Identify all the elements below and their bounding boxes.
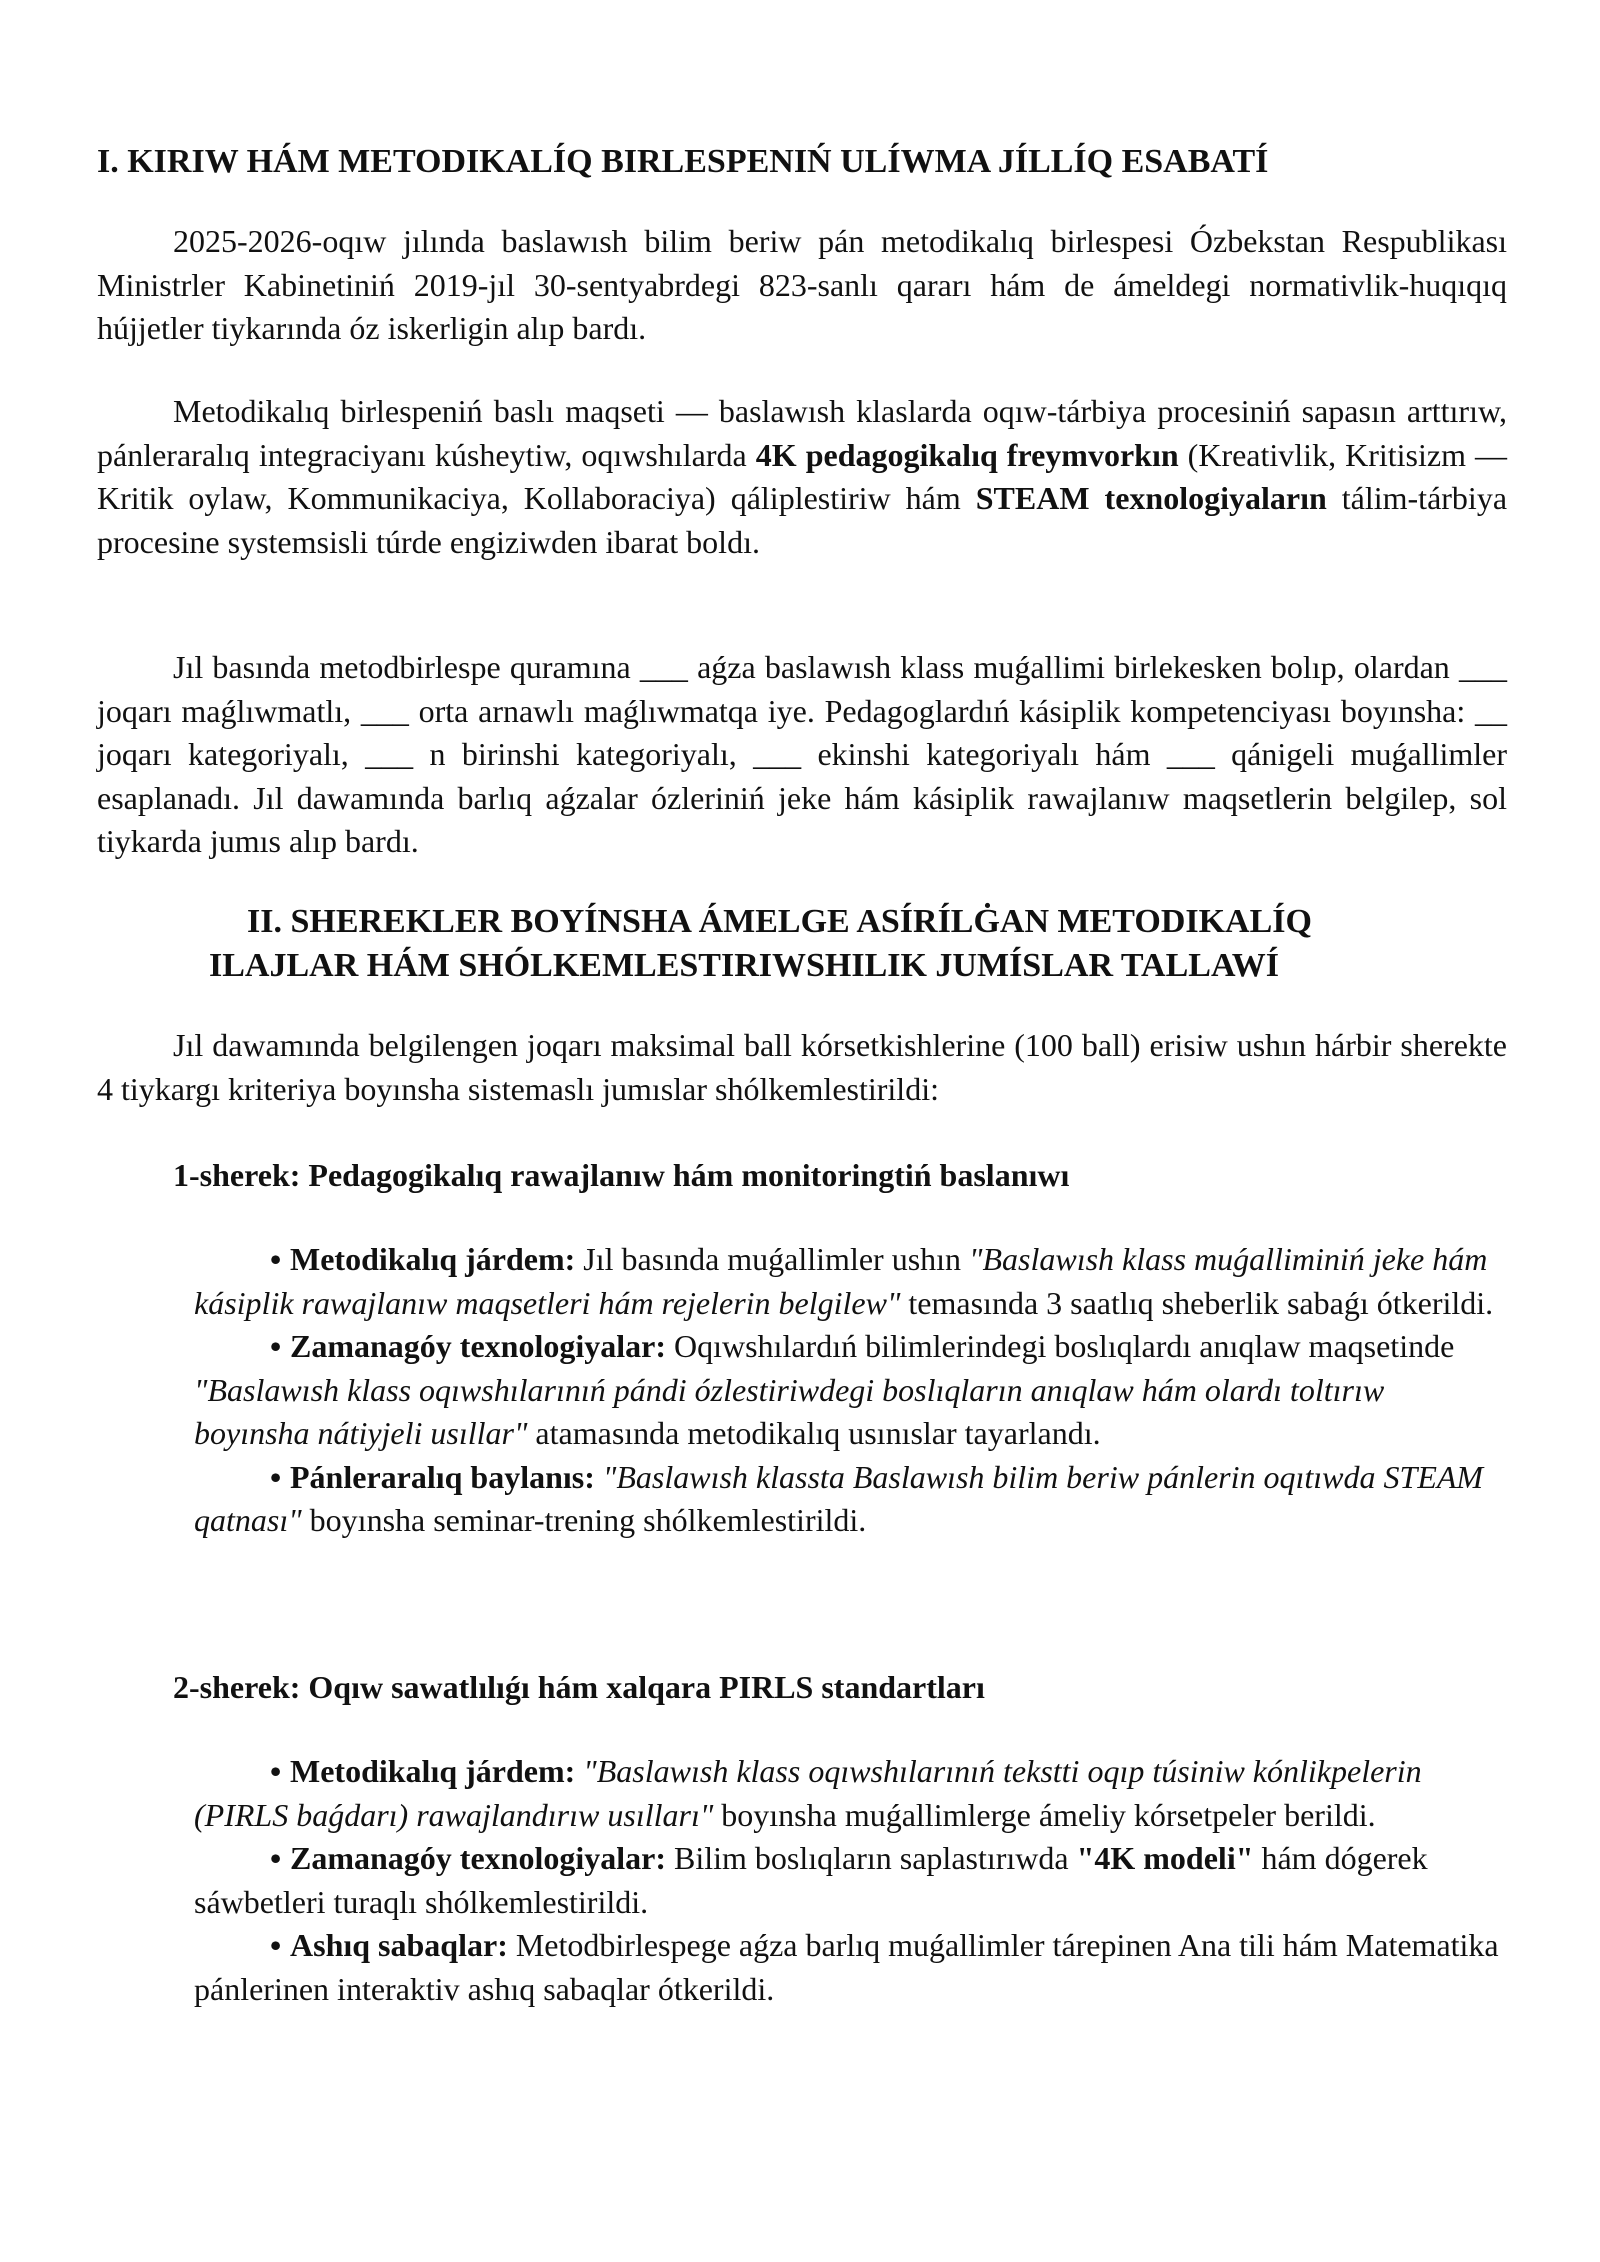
goal-text-e: tálim-tárbiya procesine systemsisli túrde engiziwden ibarat boldı.	[97, 480, 1508, 560]
paragraph-section-2-intro: Jıl dawamında belgilengen joqarı maksimal ball kórsetkishlerine (100 ball) erisiw ushın hárbir sherekte 4 tiykargı kriteriya boyınsha sistemaslı jumıslar shólkemlestirildi:	[97, 1027, 1507, 1107]
bullet-icon: •	[270, 1328, 282, 1364]
paragraph-staff: Jıl basında metodbirlespe quramına ___ aǵza baslawısh klass muǵallimi birlekesken bolıp, olardan ___ joqarı maǵlıwmatlı, ___ orta arnawlı maǵlıwmatqa iye. Pedagoglardıń kásiplik kompetenciyası boyınsha: __ joqarı kategoriyalı, ___ n birinshi kategoriyalı, ___ ekinshi kategoriyalı hám ___ qánigeli muǵallimler esaplanadı. Jıl dawamında barlıq aǵzalar ózleriniń jeke hám kásiplik rawajlanıw maqsetlerin belgilep, sol tiykarda jumıs alıp bardı.	[97, 649, 1507, 859]
list-item-text: Metodbirlespege aǵza barlıq muǵallimler tárepinen Ana tili hám Matematika pánlerinen interaktiv ashıq sabaqlar ótkerildi.	[194, 1927, 1499, 2007]
bullet-icon: •	[270, 1840, 282, 1876]
goal-bold-4k: 4K pedagogikalıq freymvorkın	[755, 436, 1179, 473]
list-item-text: Jıl basında muǵallimler ushın	[575, 1241, 970, 1277]
list-item-text: Bilim boslıqların saplastırıwda	[665, 1840, 1077, 1876]
section-2-heading-line-1: II. SHEREKLER BOYÍNSHA ÁMELGE ASÍRÍLĠAN METODIKALÍQ	[247, 903, 1312, 940]
goal-text-a: Metodikalıq birlespeniń baslı maqseti — baslawısh klaslarda oqıw-tárbiya procesiniń sapasın arttırıw, pánleraralıq integraciyanı kúsheytiw, oqıwshılarda	[97, 393, 1507, 473]
list-item-label: Ashıq sabaqlar:	[290, 1927, 508, 1963]
section-1-heading: I. KIRIW HÁM METODIKALÍQ BIRLESPENIŃ ULÍWMA JÍLLÍQ ESABATÍ	[97, 143, 1269, 180]
quarter-1-heading: 1-sherek: Pedagogikalıq rawajlanıw hám monitoringtiń baslanıwı	[173, 1157, 1070, 1193]
list-item-label: Metodikalıq járdem:	[290, 1241, 576, 1277]
bullet-icon: •	[270, 1927, 282, 1963]
list-item	[194, 1325, 1507, 1456]
list-item-bold: "4K modeli"	[1076, 1840, 1254, 1876]
list-item-text	[595, 1459, 603, 1495]
quarter-1-list	[194, 1238, 1507, 1543]
list-item	[194, 1837, 1507, 1924]
list-item-quote: "Baslawısh klassta Baslawısh bilim beriw pánlerin oqıtıwda STEAM qatnası"	[194, 1458, 1484, 1538]
list-item-text: boyınsha muǵallimlerge ámeliy kórsetpeler berildi.	[713, 1796, 1376, 1833]
list-item-label: Pánleraralıq baylanıs:	[290, 1458, 595, 1495]
bullet-icon: •	[270, 1241, 282, 1277]
section-2-heading	[97, 900, 1507, 988]
paragraph-goal	[97, 390, 1507, 564]
list-item-text: boyınsha seminar-trening shólkemlestirildi.	[301, 1502, 867, 1538]
list-item-quote: "Baslawısh klass oqıwshılarınıń pándi ózlestiriwdegi boslıqların anıqlaw hám olardı toltırıw boyınsha nátiyjeli usıllar"	[194, 1371, 1385, 1451]
goal-text-c: (Kreativlik, Kritisizm — Kritik oylaw, Kommunikaciya, Kollaboraciya) qáliplestiriw hám	[97, 436, 1508, 516]
quarter-2-heading: 2-sherek: Oqıw sawatlılıǵı hám xalqara PIRLS standartları	[173, 1669, 985, 1705]
goal-bold-steam: STEAM texnologiyaların	[975, 480, 1327, 516]
list-item-text: hám dógerek sáwbetleri turaqlı shólkemlestirildi.	[194, 1840, 1428, 1920]
list-item-text: temasında 3 saatlıq sheberlik sabaǵı ótkerildi.	[900, 1284, 1494, 1321]
bullet-icon: •	[270, 1458, 282, 1495]
list-item-label: Zamanagóy texnologiyalar:	[290, 1840, 666, 1876]
list-item-text: Oqıwshılardıń bilimlerindegi boslıqlardı anıqlaw maqsetinde	[665, 1328, 1455, 1364]
list-item	[194, 1750, 1507, 1837]
list-item	[194, 1238, 1507, 1325]
quarter-2-list	[194, 1750, 1507, 2011]
list-item	[194, 1924, 1507, 2011]
section-2-heading-line-2: ILAJLAR HÁM SHÓLKEMLESTIRIWSHILIK JUMÍSLAR TALLAWÍ	[209, 947, 1279, 984]
paragraph-intro: 2025-2026-oqıw jılında baslawısh bilim beriw pán metodikalıq birlespesi Ózbekstan Respublikası Ministrler Kabinetiniń 2019-jıl 30-sentyabrdegi 823-sanlı qararı hám de ámeldegi normativlik-huqıqıq hújjetler tiykarında óz iskerligin alıp bardı.	[97, 223, 1507, 346]
list-item-quote: "Baslawısh klass oqıwshılarınıń tekstti oqıp túsiniw kónlikpelerin (PIRLS baǵdarı) rawajlandırıw usılları"	[194, 1753, 1422, 1833]
list-item-text: atamasında metodikalıq usınıslar tayarlandı.	[527, 1415, 1101, 1451]
list-item	[194, 1456, 1507, 1543]
list-item-label: Zamanagóy texnologiyalar:	[290, 1328, 666, 1364]
list-item-label: Metodikalıq járdem:	[290, 1753, 576, 1789]
bullet-icon: •	[270, 1753, 282, 1789]
list-item-quote: "Baslawısh klass muǵalliminiń jeke hám kásiplik rawajlanıw maqsetleri hám rejelerin belgilew"	[194, 1241, 1488, 1321]
